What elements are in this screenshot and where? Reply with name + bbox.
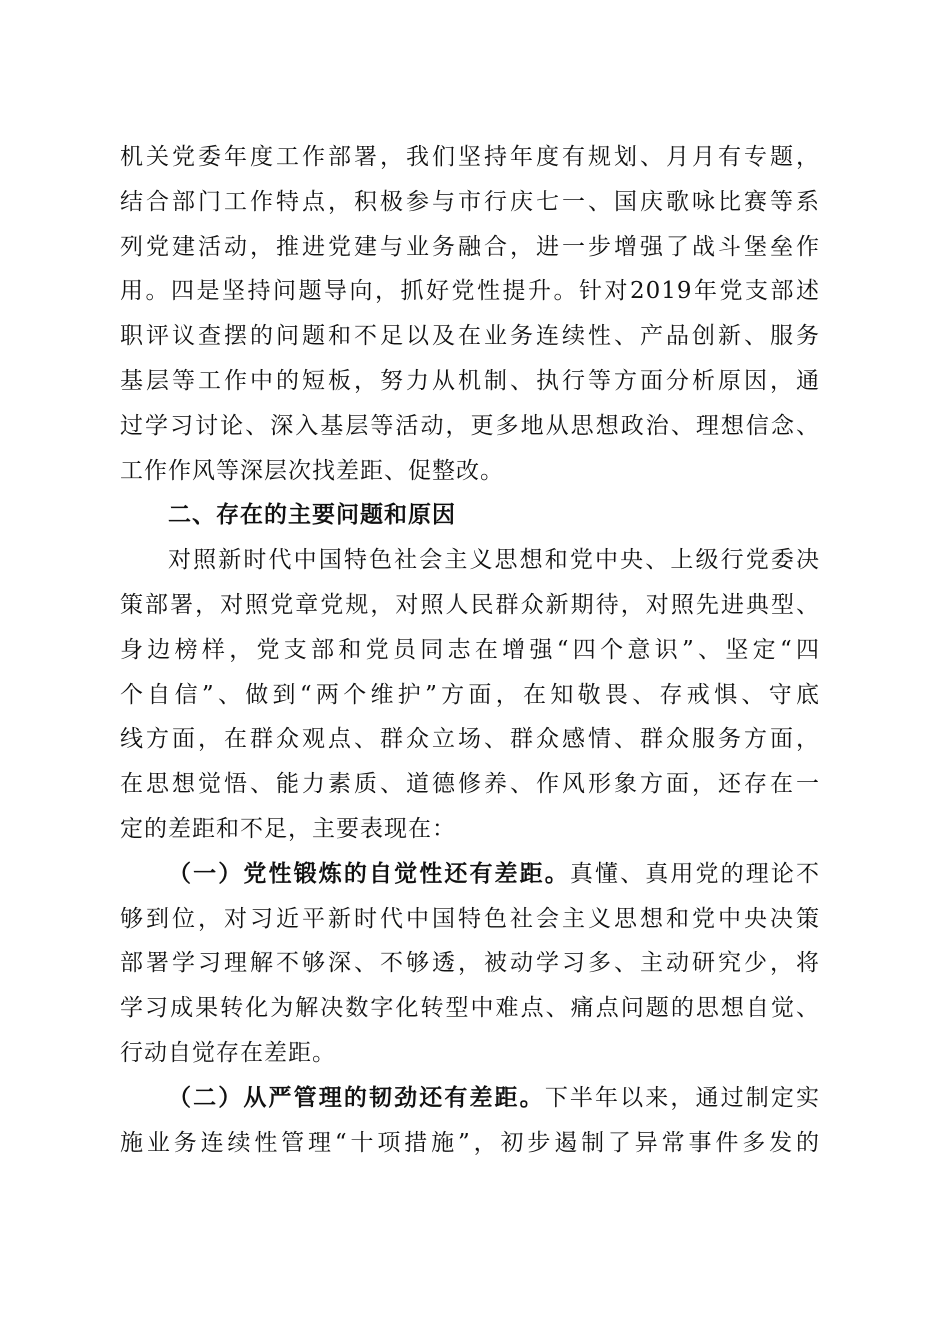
text-run: 下半年以来，通过制定实 bbox=[544, 1084, 821, 1111]
subheading: （一）党性锻炼的自觉性还有差距。 bbox=[168, 859, 570, 887]
text-line: 在思想觉悟、能力素质、道德修养、作风形象方面，还存在一 bbox=[120, 771, 820, 798]
paragraph-party-building bbox=[120, 135, 820, 493]
text-line: 身边榜样，党支部和党员同志在增强“四个意识”、坚定“四 bbox=[120, 636, 820, 663]
text-line: 行动自觉存在差距。 bbox=[120, 1039, 336, 1066]
subheading: （二）从严管理的韧劲还有差距。 bbox=[168, 1083, 545, 1111]
text-line bbox=[120, 852, 820, 897]
text-line: 定的差距和不足，主要表现在： bbox=[120, 815, 456, 842]
text-run: 真懂、真用党的理论不 bbox=[569, 860, 821, 887]
text-line bbox=[120, 1076, 820, 1121]
text-line: 基层等工作中的短板，努力从机制、执行等方面分析原因，通 bbox=[120, 367, 820, 394]
text-line: 列党建活动，推进党建与业务融合，进一步增强了战斗堡垒作 bbox=[120, 233, 820, 260]
text-line: 学习成果转化为解决数字化转型中难点、痛点问题的思想自觉、 bbox=[120, 995, 820, 1022]
text-line: 结合部门工作特点，积极参与市行庆七一、国庆歌咏比赛等系 bbox=[120, 188, 820, 215]
document-body bbox=[120, 135, 820, 1165]
text-line: 线方面，在群众观点、群众立场、群众感情、群众服务方面， bbox=[120, 726, 820, 753]
text-line: 机关党委年度工作部署，我们坚持年度有规划、月月有专题， bbox=[120, 144, 820, 170]
text-line: 工作作风等深层次找差距、促整改。 bbox=[120, 457, 504, 484]
text-line: 个自信”、做到“两个维护”方面，在知敬畏、存戒惧、守底 bbox=[120, 681, 820, 708]
section-heading: 二、存在的主要问题和原因 bbox=[168, 502, 456, 529]
text-line: 过学习讨论、深入基层等活动，更多地从思想政治、理想信念、 bbox=[120, 412, 820, 439]
text-line: 部署学习理解不够深、不够透，被动学习多、主动研究少，将 bbox=[120, 950, 820, 977]
text-line: 职评议查摆的问题和不足以及在业务连续性、产品创新、服务 bbox=[120, 323, 820, 350]
paragraph-problem-2 bbox=[120, 1076, 820, 1166]
text-line: 施业务连续性管理“十项措施”，初步遏制了异常事件多发的 bbox=[120, 1129, 820, 1156]
text-line: 策部署，对照党章党规，对照人民群众新期待，对照先进典型、 bbox=[120, 591, 820, 618]
paragraph-problems-intro bbox=[120, 538, 820, 852]
text-line: 用。四是坚持问题导向，抓好党性提升。针对2019年党支部述 bbox=[120, 278, 820, 305]
text-line: 对照新时代中国特色社会主义思想和党中央、上级行党委决 bbox=[168, 547, 820, 574]
text-line: 够到位，对习近平新时代中国特色社会主义思想和党中央决策 bbox=[120, 905, 820, 932]
paragraph-problem-1 bbox=[120, 852, 820, 1076]
